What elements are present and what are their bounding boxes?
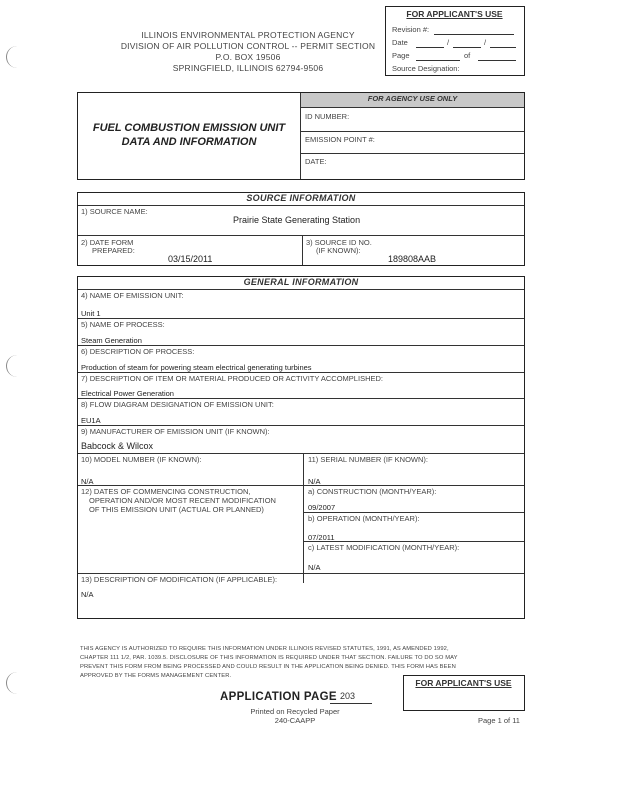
- dates-commencing-line2: OPERATION AND/OR MOST RECENT MODIFICATION: [89, 496, 276, 505]
- latest-modification-label: c) LATEST MODIFICATION (MONTH/YEAR):: [308, 543, 460, 552]
- operation-date-label: b) OPERATION (MONTH/YEAR):: [308, 514, 420, 523]
- legal-notice-line3: PREVENT THIS FORM FROM BEING PROCESSED AND COULD RESULT IN THE APPLICATION BEING DENIED. THIS FORM HAS BEEN: [80, 664, 456, 670]
- model-number-label: 10) MODEL NUMBER (IF KNOWN):: [81, 455, 202, 464]
- construction-date-label: a) CONSTRUCTION (MONTH/YEAR):: [308, 487, 437, 496]
- agency-division: DIVISION OF AIR POLLUTION CONTROL -- PERMIT SECTION: [120, 41, 376, 51]
- operation-date-value: 07/2011: [308, 533, 335, 542]
- applicant-use-title: FOR APPLICANT'S USE: [406, 9, 503, 19]
- form-code: 240-CAAPP: [274, 716, 316, 725]
- legal-notice-line1: THIS AGENCY IS AUTHORIZED TO REQUIRE THIS INFORMATION UNDER ILLINOIS REVISED STATUTES, 1991, AS AMENDED 1992,: [80, 646, 449, 652]
- source-information-title: SOURCE INFORMATION: [246, 193, 356, 203]
- page-number: Page 1 of 11: [478, 716, 520, 725]
- general-information-title: GENERAL INFORMATION: [243, 277, 359, 287]
- date-prepared-value: 03/15/2011: [168, 254, 213, 264]
- agency-city: SPRINGFIELD, ILLINOIS 62794-9506: [172, 63, 324, 73]
- source-id-label: 3) SOURCE ID NO.: [306, 238, 372, 247]
- recycled-paper-note: Printed on Recycled Paper: [250, 707, 340, 716]
- item-produced-label: 7) DESCRIPTION OF ITEM OR MATERIAL PRODUCED OR ACTIVITY ACCOMPLISHED:: [81, 374, 383, 383]
- dates-commencing-line3: OF THIS EMISSION UNIT (ACTUAL OR PLANNED): [89, 505, 264, 514]
- agency-po-box: P.O. BOX 19506: [215, 52, 281, 62]
- date-label: Date: [392, 38, 408, 47]
- manufacturer-label: 9) MANUFACTURER OF EMISSION UNIT (IF KNOWN):: [81, 427, 270, 436]
- form-title: [78, 121, 300, 149]
- dates-commencing-label: [81, 487, 276, 514]
- source-name-value: Prairie State Generating Station: [233, 215, 361, 225]
- id-number-label: ID NUMBER:: [305, 112, 350, 121]
- item-produced-value: Electrical Power Generation: [81, 389, 174, 398]
- footer-applicant-use-title: FOR APPLICANT'S USE: [415, 678, 512, 688]
- form-title-line1: FUEL COMBUSTION EMISSION UNIT: [92, 122, 286, 134]
- process-name-value: Steam Generation: [81, 336, 142, 345]
- source-information-section: [77, 192, 525, 266]
- title-block: [77, 92, 525, 180]
- serial-number-label: 11) SERIAL NUMBER (IF KNOWN):: [308, 455, 429, 464]
- latest-modification-value: N/A: [308, 563, 321, 572]
- of-label: of: [464, 51, 471, 60]
- date-prepared-label-2: PREPARED:: [92, 246, 135, 255]
- serial-number-value: N/A: [308, 477, 321, 486]
- process-name-label: 5) NAME OF PROCESS:: [81, 320, 165, 329]
- applicant-use-box: FOR APPLICANT'S USE Revision #: Date / / Page of Source Designation:: [385, 6, 525, 76]
- application-page-label: APPLICATION PAGE: [220, 691, 337, 703]
- source-designation-label: Source Designation:: [392, 64, 460, 73]
- source-id-label-2: (IF KNOWN):: [316, 246, 361, 255]
- application-page-value: 203: [340, 691, 356, 701]
- date-prepared-label: 2) DATE FORM: [81, 238, 134, 247]
- process-description-label: 6) DESCRIPTION OF PROCESS:: [81, 347, 195, 356]
- source-name-label: 1) SOURCE NAME:: [81, 207, 148, 216]
- model-number-value: N/A: [81, 477, 94, 486]
- modification-description-value: N/A: [81, 590, 94, 599]
- flow-diagram-label: 8) FLOW DIAGRAM DESIGNATION OF EMISSION UNIT:: [81, 400, 274, 409]
- agency-header: [118, 30, 378, 74]
- flow-diagram-value: EU1A: [81, 416, 101, 425]
- agency-use-title: FOR AGENCY USE ONLY: [367, 94, 458, 103]
- punch-hole-mark: [6, 46, 17, 68]
- legal-notice-line4: APPROVED BY THE FORMS MANAGEMENT CENTER.: [80, 673, 232, 679]
- modification-description-label: 13) DESCRIPTION OF MODIFICATION (IF APPLICABLE):: [81, 575, 278, 584]
- source-id-value: 189808AAB: [388, 254, 437, 264]
- general-information-section: [77, 276, 525, 619]
- agency-name: ILLINOIS ENVIRONMENTAL PROTECTION AGENCY: [141, 30, 355, 40]
- form-title-line2: DATA AND INFORMATION: [121, 136, 257, 148]
- footer-applicant-use-box: [403, 675, 525, 711]
- revision-label: Revision #:: [392, 25, 430, 34]
- process-description-value: Production of steam for powering steam electrical generating turbines: [81, 363, 312, 372]
- emission-unit-name-value: Unit 1: [81, 309, 101, 318]
- page-label: Page: [392, 51, 410, 60]
- punch-hole-mark: [6, 355, 17, 377]
- agency-date-label: DATE:: [305, 157, 327, 166]
- emission-point-label: EMISSION POINT #:: [305, 135, 375, 144]
- punch-hole-mark: [6, 672, 17, 694]
- manufacturer-value: Babcock & Wilcox: [81, 441, 154, 451]
- construction-date-value: 09/2007: [308, 503, 336, 512]
- emission-unit-name-label: 4) NAME OF EMISSION UNIT:: [81, 291, 184, 300]
- legal-notice-line2: CHAPTER 111 1/2, PAR. 1039.5. DISCLOSURE OF THIS INFORMATION IS REQUIRED UNDER THAT SECTION. FAILURE TO DO SO MAY: [80, 655, 458, 661]
- dates-commencing-line1: 12) DATES OF COMMENCING CONSTRUCTION,: [81, 487, 251, 496]
